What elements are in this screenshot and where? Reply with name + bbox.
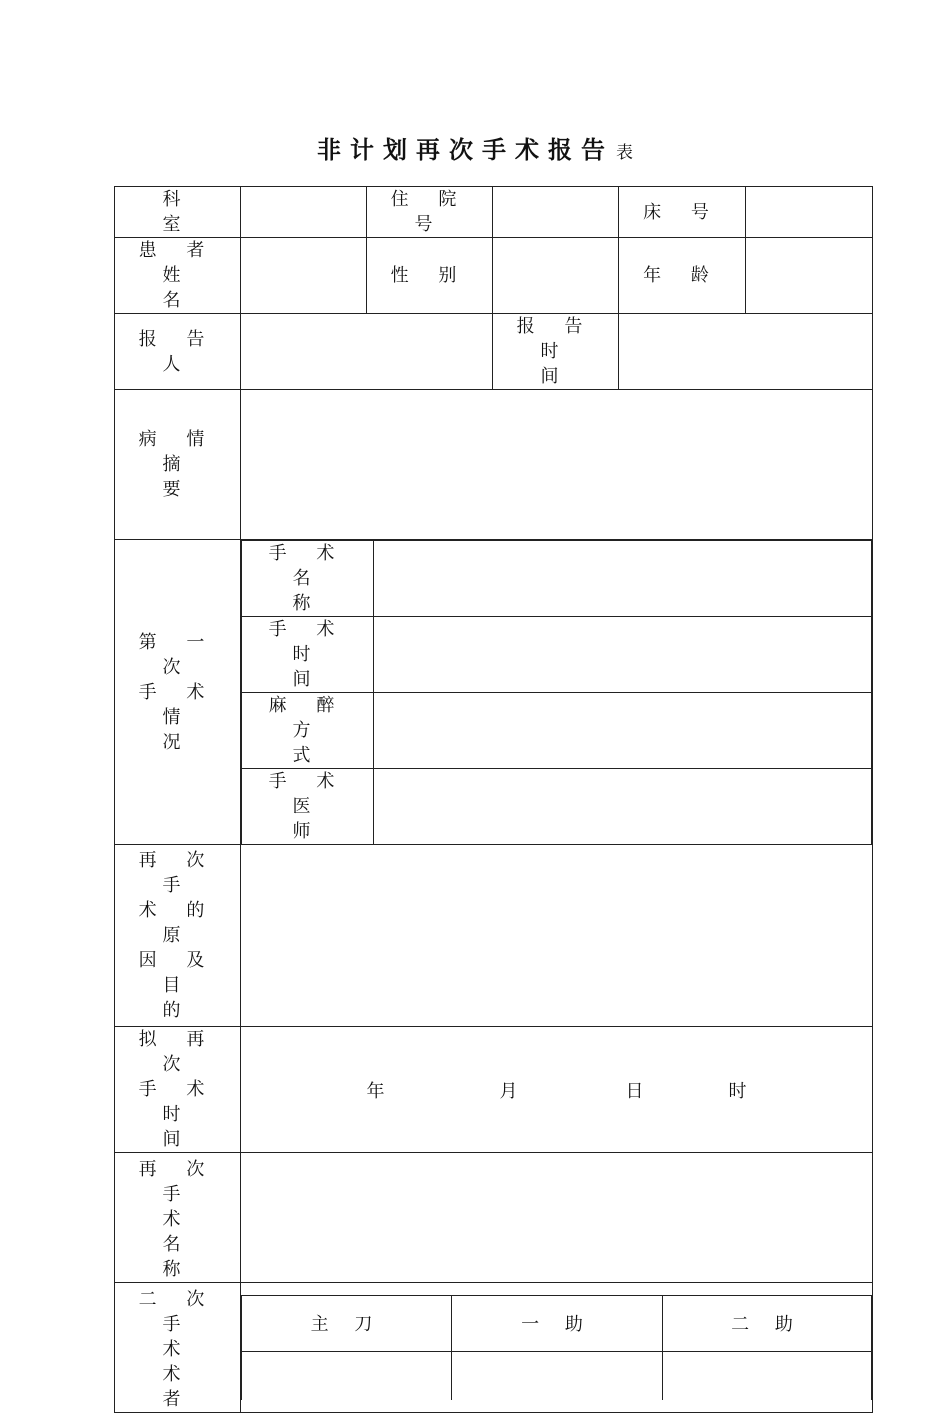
condition-summary-label: 病 情 摘 要 — [115, 390, 241, 540]
first-surgery-details — [241, 540, 873, 845]
admission-no-label: 住 院 号 — [367, 187, 493, 238]
lead-surgeon-header: 主 刀 — [242, 1295, 452, 1351]
planned-date-line — [241, 1077, 872, 1103]
lead-surgeon-field[interactable] — [242, 1351, 452, 1400]
day-unit: 日 — [625, 1080, 644, 1102]
second-surgeons-label: 二 次 手 术 术 者 — [115, 1283, 241, 1413]
patient-name-label: 患 者 姓 名 — [115, 238, 241, 314]
gender-field[interactable] — [493, 238, 619, 314]
month-unit: 月 — [499, 1080, 518, 1102]
second-assistant-header: 二 助 — [663, 1295, 872, 1351]
surgery-time-field[interactable] — [374, 617, 872, 693]
surgery-name-field[interactable] — [374, 541, 872, 617]
surgery-time-label: 手 术 时 间 — [242, 617, 374, 693]
first-surgery-subtable — [241, 540, 872, 844]
row-basic-1 — [115, 187, 873, 238]
reason-purpose-label: 再 次 手 术 的 原 因 及 目 的 — [115, 845, 241, 1027]
reason-purpose-field[interactable] — [241, 845, 873, 1027]
anesthesia-field[interactable] — [374, 693, 872, 769]
row-condition — [115, 390, 873, 540]
form-title-main: 非计划再次手术报告 — [317, 135, 614, 164]
row-reporter — [115, 314, 873, 390]
row-reason — [115, 845, 873, 1027]
second-assistant-field[interactable] — [663, 1351, 872, 1400]
first-surgery-label: 第 一 次 手 术 情 况 — [115, 540, 241, 845]
row-first-surgery — [115, 540, 873, 845]
row-second-surgeons — [115, 1283, 873, 1413]
surgery-name-row — [242, 541, 872, 617]
condition-summary-field[interactable] — [241, 390, 873, 540]
reporter-label: 报 告 人 — [115, 314, 241, 390]
age-field[interactable] — [746, 238, 873, 314]
first-assistant-field[interactable] — [452, 1351, 663, 1400]
anesthesia-label: 麻 醉 方 式 — [242, 693, 374, 769]
surgeon-label: 手 术 医 师 — [242, 769, 374, 845]
report-time-label: 报 告 时 间 — [493, 314, 619, 390]
reop-name-label: 再 次 手 术 名 称 — [115, 1153, 241, 1283]
row-reop-name — [115, 1153, 873, 1283]
form-title-suffix: 表 — [616, 143, 633, 163]
bed-no-field[interactable] — [746, 187, 873, 238]
second-surgeons-subtable — [241, 1295, 872, 1401]
surgeon-names-row — [242, 1351, 872, 1400]
planned-time-field[interactable] — [241, 1027, 873, 1153]
bed-no-label: 床 号 — [619, 187, 746, 238]
hour-unit: 时 — [728, 1080, 747, 1102]
surgeon-roles-row — [242, 1295, 872, 1351]
reporter-field[interactable] — [241, 314, 493, 390]
admission-no-field[interactable] — [493, 187, 619, 238]
age-label: 年 龄 — [619, 238, 746, 314]
surgery-time-row — [242, 617, 872, 693]
row-planned-time — [115, 1027, 873, 1153]
report-form-table — [114, 186, 873, 1413]
department-field[interactable] — [241, 187, 367, 238]
surgery-name-label: 手 术 名 称 — [242, 541, 374, 617]
planned-time-label: 拟 再 次 手 术 时 间 — [115, 1027, 241, 1153]
second-surgeons-block — [241, 1283, 873, 1413]
first-assistant-header: 一 助 — [452, 1295, 663, 1351]
report-time-field[interactable] — [619, 314, 873, 390]
patient-name-field[interactable] — [241, 238, 367, 314]
row-basic-2 — [115, 238, 873, 314]
department-label: 科 室 — [115, 187, 241, 238]
anesthesia-row — [242, 693, 872, 769]
surgeon-row — [242, 769, 872, 845]
reop-name-field[interactable] — [241, 1153, 873, 1283]
surgeon-field[interactable] — [374, 769, 872, 845]
year-unit: 年 — [366, 1080, 385, 1102]
gender-label: 性 别 — [367, 238, 493, 314]
form-title — [0, 130, 950, 165]
